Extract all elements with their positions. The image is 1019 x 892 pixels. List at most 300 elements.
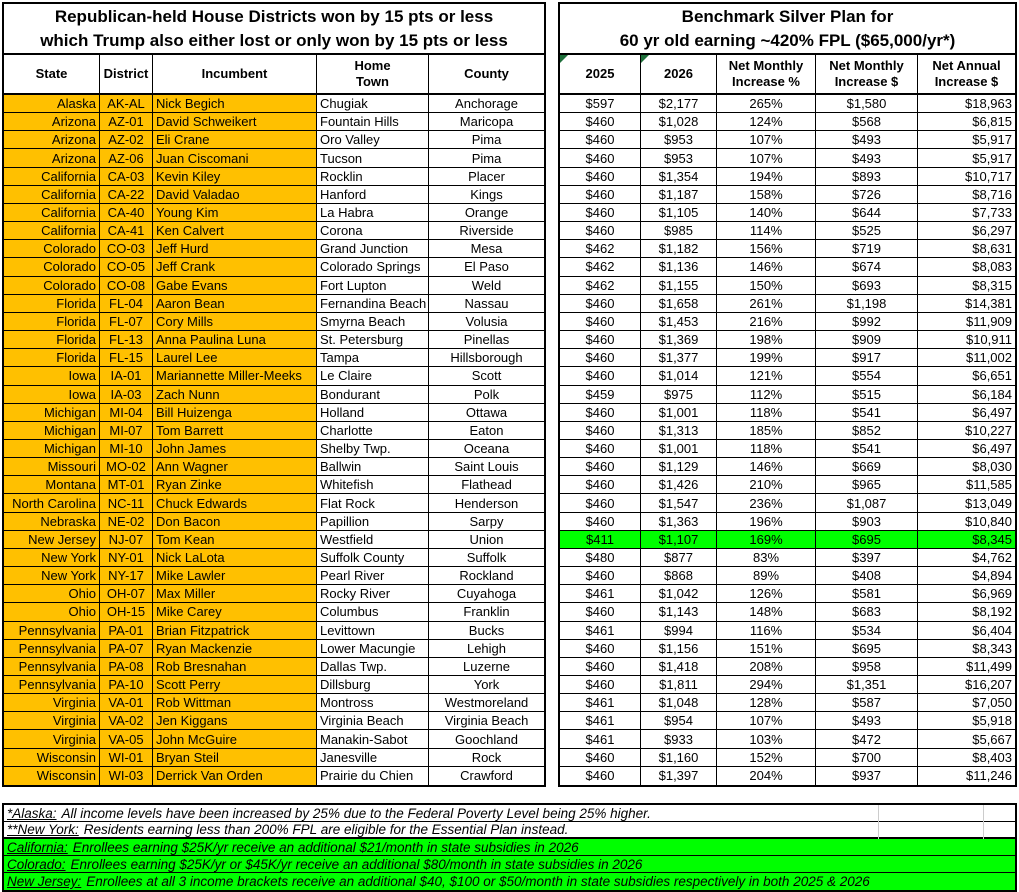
cell-county: Oceana [463,441,510,457]
cell-home-town: Pearl River [317,567,429,584]
footnote-row [4,856,1015,873]
cell-net-monthly-dollar: $587 [816,694,918,711]
cell-2025: $460 [560,640,641,657]
benchmark-table-title [560,4,1015,55]
cell-2025: $460 [560,313,641,330]
cell-district: MO-02 [100,458,153,475]
col-header-incumbent [153,55,317,93]
cell-net-annual-dollar: $6,497 [972,441,1012,457]
header-text: 2025 [585,66,615,82]
cell-state: Pennsylvania [4,658,100,675]
cell-2025: $460 [560,349,641,366]
benchmark-row [560,404,1015,422]
cell-incumbent: Mike Carey [153,603,317,620]
cell-incumbent: Ann Wagner [153,458,317,475]
cell-incumbent: Eli Crane [153,131,317,148]
cell-2025: $459 [560,386,641,403]
district-row [4,676,544,694]
cell-2026: $1,453 [641,313,717,330]
cell-incumbent: Laurel Lee [153,349,317,366]
cell-district: NC-11 [100,494,153,511]
cell-county: Anchorage [455,96,518,112]
cell-home-town: Suffolk County [317,549,429,566]
cell-net-annual-dollar: $16,207 [965,677,1012,693]
district-row [4,749,544,767]
col-header-2025 [560,55,641,93]
cell-2025: $460 [560,476,641,493]
benchmark-header-row [560,55,1015,95]
cell-state: Pennsylvania [4,676,100,693]
cell-county: Orange [464,205,509,221]
benchmark-row [560,622,1015,640]
cell-incumbent: Jeff Hurd [153,240,317,257]
cell-district: OH-15 [100,603,153,620]
district-row [4,549,544,567]
cell-net-monthly-pct: 210% [717,476,816,493]
district-row [4,585,544,603]
cell-net-monthly-pct: 107% [717,712,816,729]
benchmark-row [560,513,1015,531]
cell-2025: $480 [560,549,641,566]
cell-2025: $460 [560,331,641,348]
cell-state: Montana [4,476,100,493]
cell-2025: $411 [560,531,641,548]
benchmark-row [560,149,1015,167]
cell-state: New Jersey [4,531,100,548]
district-row [4,204,544,222]
cell-net-annual-dollar: $5,918 [972,713,1012,729]
cell-home-town: Rocklin [317,168,429,185]
cell-net-monthly-pct: 150% [717,277,816,294]
cell-home-town: Hanford [317,186,429,203]
cell-net-annual-dollar: $8,403 [972,749,1012,765]
cell-2026: $1,397 [641,767,717,785]
cell-county: Rock [471,749,502,765]
district-row [4,494,544,512]
header-text: Increase % [732,74,800,89]
district-row [4,168,544,186]
title-line-2: which Trump also either lost or only won by 15 pts or less [40,30,508,50]
cell-net-monthly-dollar: $1,580 [816,95,918,112]
district-row [4,567,544,585]
cell-2025: $460 [560,676,641,693]
cell-county: Goochland [455,731,518,747]
cell-incumbent: Nick LaLota [153,549,317,566]
header-text: State [35,66,68,82]
district-row [4,277,544,295]
cell-state: Wisconsin [4,767,100,785]
cell-net-monthly-dollar: $472 [816,730,918,747]
cell-home-town: Corona [317,222,429,239]
cell-incumbent: David Schweikert [153,113,317,130]
header-text: 2026 [664,66,693,82]
header-text: Home [354,58,391,74]
cell-2026: $1,658 [641,295,717,312]
benchmark-row [560,567,1015,585]
cell-2025: $460 [560,767,641,785]
cell-net-annual-dollar: $10,227 [965,422,1012,438]
gridline [983,805,984,839]
cell-district: FL-04 [100,295,153,312]
cell-net-annual-dollar: $6,651 [972,368,1012,384]
cell-county: Pinellas [463,332,510,348]
cell-2026: $1,182 [641,240,717,257]
cell-home-town: Holland [317,404,429,421]
cell-incumbent: David Valadao [153,186,317,203]
district-row [4,186,544,204]
cell-county: Hillsborough [450,350,523,366]
cell-district: AZ-06 [100,149,153,166]
cell-net-monthly-dollar: $958 [816,658,918,675]
cell-state: New York [4,567,100,584]
benchmark-row [560,295,1015,313]
cell-2026: $1,028 [641,113,717,130]
cell-state: California [4,168,100,185]
cell-district: VA-01 [100,694,153,711]
cell-district: CA-41 [100,222,153,239]
corner-flag-icon [641,55,649,63]
district-row [4,349,544,367]
footnote-label: New Jersey: [7,874,82,889]
cell-2026: $1,313 [641,422,717,439]
cell-district: VA-05 [100,730,153,747]
cell-county: Mesa [470,241,503,257]
title-line-2: 60 yr old earning ~420% FPL ($65,000/yr*) [619,30,956,50]
cell-county: Rockland [459,568,514,584]
cell-2026: $1,014 [641,367,717,384]
cell-net-monthly-dollar: $534 [816,622,918,639]
cell-2026: $985 [641,222,717,239]
cell-net-annual-dollar: $6,815 [972,114,1012,130]
cell-home-town: Virginia Beach [317,712,429,729]
cell-county: Franklin [463,604,510,620]
cell-2026: $1,377 [641,349,717,366]
cell-state: Arizona [4,113,100,130]
cell-state: Ohio [4,603,100,620]
cell-net-monthly-pct: 265% [717,95,816,112]
col-header-home-town [317,55,429,93]
benchmark-row [560,313,1015,331]
cell-home-town: Janesville [317,749,429,766]
cell-state: California [4,204,100,221]
cell-net-monthly-dollar: $674 [816,258,918,275]
cell-net-monthly-dollar: $493 [816,131,918,148]
cell-state: Colorado [4,240,100,257]
footnote-text: Enrollees earning $25K/yr or $45K/yr receive an additional $80/month in state subsidies in 2026 [70,856,643,872]
cell-state: Florida [4,295,100,312]
benchmark-row [560,549,1015,567]
cell-net-monthly-dollar: $695 [816,640,918,657]
districts-header-row [4,55,544,95]
cell-net-monthly-pct: 185% [717,422,816,439]
cell-2025: $460 [560,567,641,584]
corner-flag-icon [560,55,568,63]
district-row [4,531,544,549]
cell-net-monthly-dollar: $644 [816,204,918,221]
cell-home-town: Tucson [317,149,429,166]
cell-incumbent: Anna Paulina Luna [153,331,317,348]
cell-state: Pennsylvania [4,622,100,639]
cell-net-annual-dollar: $10,717 [965,168,1012,184]
footnote-text: All income levels have been increased by 25% due to the Federal Poverty Level being 25% higher. [61,805,651,821]
cell-net-monthly-pct: 216% [717,313,816,330]
cell-net-monthly-dollar: $937 [816,767,918,785]
cell-county: Crawford [460,768,513,784]
cell-net-monthly-pct: 107% [717,131,816,148]
cell-state: California [4,186,100,203]
district-row [4,476,544,494]
cell-2025: $461 [560,730,641,747]
cell-county: Cuyahoga [456,586,517,602]
cell-net-monthly-dollar: $683 [816,603,918,620]
cell-2026: $994 [641,622,717,639]
col-header-county [429,55,544,93]
cell-net-monthly-dollar: $700 [816,749,918,766]
cell-2026: $1,187 [641,186,717,203]
cell-net-monthly-pct: 151% [717,640,816,657]
cell-incumbent: Scott Perry [153,676,317,693]
cell-net-annual-dollar: $8,716 [972,186,1012,202]
cell-incumbent: Kevin Kiley [153,168,317,185]
benchmark-row [560,585,1015,603]
title-line-1: Benchmark Silver Plan for [681,6,894,26]
cell-state: Arizona [4,131,100,148]
cell-net-monthly-dollar: $493 [816,149,918,166]
cell-net-annual-dollar: $7,050 [972,695,1012,711]
cell-net-monthly-pct: 208% [717,658,816,675]
cell-net-monthly-pct: 83% [717,549,816,566]
cell-net-monthly-pct: 116% [717,622,816,639]
district-row [4,694,544,712]
cell-2025: $460 [560,295,641,312]
cell-district: MI-10 [100,440,153,457]
cell-home-town: Dillsburg [317,676,429,693]
cell-net-annual-dollar: $4,762 [972,549,1012,565]
benchmark-row [560,676,1015,694]
cell-net-monthly-dollar: $719 [816,240,918,257]
cell-2025: $462 [560,277,641,294]
cell-home-town: St. Petersburg [317,331,429,348]
cell-state: Missouri [4,458,100,475]
cell-incumbent: Zach Nunn [153,386,317,403]
district-row [4,113,544,131]
district-row [4,149,544,167]
cell-district: PA-07 [100,640,153,657]
cell-net-monthly-dollar: $903 [816,513,918,530]
footnote-row [4,805,1015,822]
col-header-net-monthly-dollar [816,55,918,93]
header-text: Increase $ [834,74,899,89]
cell-state: California [4,222,100,239]
cell-district: NY-17 [100,567,153,584]
cell-county: Volusia [465,313,508,329]
cell-2026: $1,426 [641,476,717,493]
cell-net-monthly-dollar: $541 [816,440,918,457]
cell-home-town: Chugiak [317,95,429,112]
cell-county: Luzerne [463,658,510,674]
cell-net-annual-dollar: $8,030 [972,459,1012,475]
cell-incumbent: Bill Huizenga [153,404,317,421]
cell-2026: $1,105 [641,204,717,221]
benchmark-row [560,258,1015,276]
header-text: Net Monthly [728,58,804,74]
districts-table [2,2,546,787]
cell-state: Colorado [4,258,100,275]
cell-net-monthly-dollar: $917 [816,349,918,366]
cell-2026: $1,156 [641,640,717,657]
cell-home-town: Papillion [317,513,429,530]
header-text: Net Annual [932,58,1001,74]
cell-incumbent: Max Miller [153,585,317,602]
title-line-1: Republican-held House Districts won by 15 pts or less [54,6,494,26]
cell-incumbent: Bryan Steil [153,749,317,766]
gridline [878,805,879,839]
cell-district: PA-01 [100,622,153,639]
cell-net-annual-dollar: $11,499 [965,658,1012,674]
cell-2026: $1,129 [641,458,717,475]
cell-state: Alaska [4,95,100,112]
cell-district: MI-07 [100,422,153,439]
header-text: District [103,66,149,82]
cell-district: FL-13 [100,331,153,348]
cell-state: Florida [4,349,100,366]
cell-net-monthly-dollar: $992 [816,313,918,330]
cell-net-monthly-pct: 128% [717,694,816,711]
cell-county: Weld [471,277,502,293]
cell-district: NE-02 [100,513,153,530]
cell-net-monthly-pct: 103% [717,730,816,747]
cell-state: Iowa [4,367,100,384]
cell-net-annual-dollar: $6,297 [972,223,1012,239]
district-row [4,240,544,258]
cell-2025: $460 [560,513,641,530]
district-row [4,440,544,458]
cell-state: Arizona [4,149,100,166]
district-row [4,222,544,240]
cell-home-town: Ballwin [317,458,429,475]
footnotes-section [2,803,1017,892]
district-row [4,767,544,785]
district-row [4,458,544,476]
district-row [4,712,544,730]
cell-incumbent: Mike Lawler [153,567,317,584]
footnote-label: California: [7,839,68,855]
header-text: Net Monthly [829,58,904,74]
cell-net-annual-dollar: $10,911 [965,332,1012,348]
cell-2025: $460 [560,131,641,148]
cell-net-monthly-pct: 124% [717,113,816,130]
cell-home-town: Smyrna Beach [317,313,429,330]
cell-2025: $460 [560,149,641,166]
cell-net-annual-dollar: $11,246 [965,768,1012,784]
footnote-row [4,822,1015,839]
cell-district: WI-03 [100,767,153,785]
cell-district: FL-15 [100,349,153,366]
district-row [4,131,544,149]
cell-incumbent: Derrick Van Orden [153,767,317,785]
cell-incumbent: Young Kim [153,204,317,221]
cell-county: Suffolk [466,549,507,565]
cell-net-monthly-dollar: $1,198 [816,295,918,312]
cell-district: CA-40 [100,204,153,221]
cell-2026: $877 [641,549,717,566]
cell-2025: $460 [560,749,641,766]
header-text: Increase $ [934,74,999,89]
cell-2026: $1,354 [641,168,717,185]
cell-2026: $1,107 [641,531,717,548]
cell-state: Michigan [4,422,100,439]
cell-district: IA-01 [100,367,153,384]
cell-county: Scott [471,368,502,384]
footnote-row [4,839,1015,856]
cell-net-annual-dollar: $11,909 [965,313,1012,329]
cell-2025: $460 [560,404,641,421]
cell-2026: $954 [641,712,717,729]
cell-2026: $1,143 [641,603,717,620]
cell-2026: $1,369 [641,331,717,348]
cell-home-town: Fort Lupton [317,277,429,294]
benchmark-row [560,95,1015,113]
cell-county: Pima [471,150,502,166]
cell-net-monthly-pct: 140% [717,204,816,221]
cell-district: AZ-02 [100,131,153,148]
cell-2026: $1,155 [641,277,717,294]
cell-net-monthly-pct: 204% [717,767,816,785]
cell-net-annual-dollar: $5,917 [972,150,1012,166]
col-header-net-monthly-pct [717,55,816,93]
cell-net-annual-dollar: $13,049 [965,495,1012,511]
cell-2026: $1,001 [641,404,717,421]
benchmark-row [560,367,1015,385]
cell-net-annual-dollar: $8,315 [972,277,1012,293]
cell-net-annual-dollar: $6,184 [972,386,1012,402]
cell-home-town: Shelby Twp. [317,440,429,457]
cell-2026: $868 [641,567,717,584]
benchmark-row [560,767,1015,785]
cell-net-monthly-pct: 114% [717,222,816,239]
cell-county: Kings [470,186,503,202]
cell-2026: $1,001 [641,440,717,457]
cell-2025: $461 [560,694,641,711]
cell-net-monthly-pct: 118% [717,404,816,421]
cell-state: Wisconsin [4,749,100,766]
cell-2025: $460 [560,658,641,675]
cell-net-monthly-dollar: $1,351 [816,676,918,693]
cell-district: MI-04 [100,404,153,421]
cell-county: Ottawa [465,404,508,420]
cell-state: Florida [4,313,100,330]
cell-district: PA-08 [100,658,153,675]
benchmark-row [560,694,1015,712]
cell-net-monthly-dollar: $893 [816,168,918,185]
cell-home-town: Colorado Springs [317,258,429,275]
cell-net-annual-dollar: $18,963 [965,96,1012,112]
cell-net-monthly-pct: 198% [717,331,816,348]
cell-home-town: Westfield [317,531,429,548]
cell-county: Maricopa [459,114,514,130]
cell-state: Iowa [4,386,100,403]
benchmark-row [560,168,1015,186]
cell-2025: $460 [560,367,641,384]
district-row [4,603,544,621]
footnote-label: **New York: [7,822,79,837]
cell-home-town: Dallas Twp. [317,658,429,675]
cell-net-monthly-dollar: $581 [816,585,918,602]
cell-net-monthly-pct: 152% [717,749,816,766]
benchmark-row [560,186,1015,204]
cell-incumbent: Jen Kiggans [153,712,317,729]
cell-county: Henderson [454,495,519,511]
